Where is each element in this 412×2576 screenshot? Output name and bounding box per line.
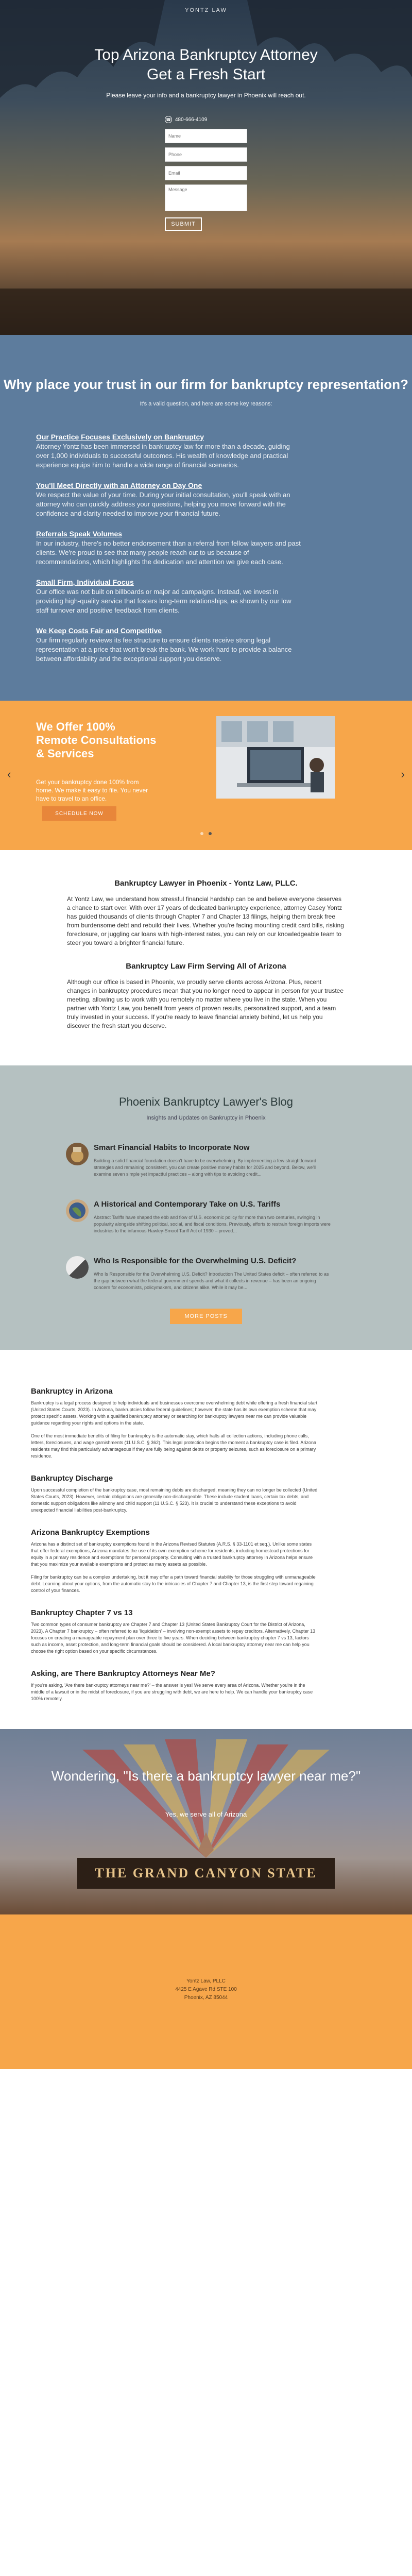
remote-work-photo: [216, 716, 335, 799]
article-heading: Arizona Bankruptcy Exemptions: [31, 1528, 150, 1537]
contact-form: [165, 129, 247, 231]
why-point-text: Our firm regularly reviews its fee structure to ensure clients receive strong legal representation at a price that won't break the bank. We work hard to provide a balance between affordability and the exceptional support you deserve.: [36, 636, 292, 663]
why-point: [36, 530, 304, 567]
article-paragraph: Filing for bankruptcy can be a complex undertaking, but it may offer a path toward financial stability for those struggling with unmanageable debt. Learning about your options, from the automatic stay to the intricacies of Chapter 7 and Chapter 13, is the first step toward regaining control of your finances.: [31, 1574, 316, 1593]
slider-prev-icon[interactable]: ‹: [7, 768, 11, 781]
hero-phone-number[interactable]: 480-666-4109: [175, 116, 208, 123]
about-title: Bankruptcy Law Firm Serving All of Arizona: [126, 962, 286, 971]
dollar-thumbnail[interactable]: [66, 1256, 89, 1279]
schedule-now-button[interactable]: SCHEDULE NOW: [42, 806, 116, 821]
article-paragraph: Two common types of consumer bankruptcy are Chapter 7 and Chapter 13 (United States Bankruptcy Court for the District of Arizona, 2023). A Chapter 7 bankruptcy – often referred to as 'liquidation' – involving non-exempt assets to repay creditors. Alternatively, Chapter 13 focuses on creating a manageable repayment plan over three to five years. When deciding between bankruptcy chapter 7 vs 13, factors such as income, asset protection, and long-term financial goals should be considered. A local bankruptcy attorney near me can help you choose the right option based on your specific circumstances.: [31, 1622, 316, 1654]
about-paragraph: At Yontz Law, we understand how stressful financial hardship can be and believe everyone deserves a chance to start over. With over 17 years of dedicated bankruptcy experience, attorney Casey Yontz has guided thousands of clients through Chapter 7 and Chapter 13 filings, helping them break free from burdensome debt and rebuild their lives. Whether you're facing mounting credit card bills, risking foreclosure, or juggling car loans with high-interest rates, you can rely on our knowledgeable team to steer you toward a brighter financial future.: [67, 895, 344, 946]
more-posts-button[interactable]: MORE POSTS: [170, 1309, 242, 1324]
article-heading: Bankruptcy in Arizona: [31, 1387, 113, 1396]
footer-firm-name: Yontz Law, PLLC: [186, 1978, 226, 1984]
blog-post-title[interactable]: Who Is Responsible for the Overwhelming U.S. Deficit?: [94, 1257, 297, 1265]
footer-city: Phoenix, AZ 85044: [184, 1995, 228, 2001]
why-point: [36, 433, 304, 470]
blog-title: Phoenix Bankruptcy Lawyer's Blog: [118, 1095, 294, 1108]
brand-logo[interactable]: YONTZ LAW: [185, 7, 227, 13]
email-field[interactable]: [165, 166, 247, 180]
why-point: [36, 578, 304, 615]
offer-text: Get your bankruptcy done 100% from home. We make it easy to file. You never have to travel to an office.: [36, 778, 148, 802]
why-points: [36, 433, 304, 664]
about-title: Bankruptcy Lawyer in Phoenix - Yontz Law, PLLC.: [114, 879, 298, 888]
hero-phone[interactable]: [165, 116, 207, 123]
blog-post[interactable]: [66, 1143, 334, 1178]
blog-section: [0, 1065, 412, 1350]
footer-address: 4425 E Agave Rd STE 100: [175, 1987, 237, 1992]
why-point-text: In our industry, there's no better endorsement than a referral from fellow lawyers and past clients. We're proud to see that many people reach out to us because of recommendations, which highlights the dedication and attention we give each case.: [36, 539, 301, 566]
article-heading: Bankruptcy Chapter 7 vs 13: [31, 1608, 133, 1617]
blog-post[interactable]: [66, 1256, 334, 1291]
cta-subtitle: Yes, we serve all of Arizona: [165, 1810, 247, 1818]
why-point-text: Attorney Yontz has been immersed in bankruptcy law for more than a decade, guiding over 1,000 individuals to successful outcomes. His wealth of knowledge and practical experience equips him to handle a wide range of financial scenarios.: [36, 443, 290, 469]
cta-title: Wondering, "Is there a bankruptcy lawyer near me?": [51, 1768, 361, 1784]
coin-jar-thumbnail[interactable]: [66, 1143, 89, 1165]
footer: [0, 1914, 412, 2069]
bankruptcy-article: [0, 1350, 412, 1729]
cta-banner: [0, 1729, 412, 1914]
hero-section: [0, 0, 412, 335]
slider-dot-active[interactable]: [209, 832, 212, 835]
blog-post-excerpt: Who Is Responsible for the Overwhelming U.S. Deficit? Introduction The United States deficit – often referred to as the gap between what the federal government spends and what it collects in revenue – has been an ongoing concern for economists, policymakers, and citizens alike. While it may be...: [94, 1272, 329, 1290]
blog-subtitle: Insights and Updates on Bankruptcy in Phoenix: [146, 1115, 266, 1121]
hero-subtitle: Please leave your info and a bankruptcy lawyer in Phoenix will reach out.: [106, 92, 306, 99]
about-section: [0, 850, 412, 1065]
phone-field[interactable]: [165, 147, 247, 162]
article-heading: Bankruptcy Discharge: [31, 1474, 113, 1483]
grand-canyon-sign: THE GRAND CANYON STATE: [77, 1858, 335, 1889]
why-point-title: Small Firm, Individual Focus: [36, 578, 134, 586]
globe-thumbnail[interactable]: [66, 1199, 89, 1222]
blog-post-title[interactable]: Smart Financial Habits to Incorporate Now: [94, 1143, 250, 1152]
phone-icon: ☎: [165, 116, 172, 123]
article-paragraph: Arizona has a distinct set of bankruptcy exemptions found in the Arizona Revised Statutes (A.R.S. § 33-1101 et seq.). Unlike some states that offer federal exemptions, Arizona mandates the use of its own exemption scheme for residents, including homestead protections for equity in a primary residence and exemptions for personal property. Consulting with a trusted bankruptcy attorney in Arizona helps ensure that you maximize your available exemptions and protect as many assets as possible.: [31, 1541, 313, 1567]
hero-title-line1: Top Arizona Bankruptcy Attorney: [94, 46, 318, 63]
slider-dot[interactable]: [200, 832, 203, 835]
why-point: [36, 481, 304, 518]
article-heading: Asking, are There Bankruptcy Attorneys Near Me?: [31, 1669, 215, 1678]
slider-next-icon[interactable]: ›: [401, 768, 405, 781]
why-lead: It's a valid question, and here are some key reasons:: [140, 401, 272, 407]
blog-post-excerpt: Abstract Tariffs have shaped the ebb and flow of U.S. economic policy for more than two centuries, swinging in popularity alongside shifting political, social, and fiscal conditions. Previously, efforts to restrain foreign imports were industries to the infamous Hawley-Smoot Tariff Act of 1930 – proved...: [94, 1215, 331, 1233]
article-paragraph: One of the most immediate benefits of filing for bankruptcy is the automatic stay, which halts all collection actions, including phone calls, letters, foreclosures, and wage garnishments (11 U.S.C. § 362). This legal protection begins the moment a bankruptcy case is filed. Arizona residents may find this particularly advantageous if they are fully being against debts or property seizures, such as foreclosure on a primary residence.: [31, 1433, 316, 1459]
hero-title-line2: Get a Fresh Start: [146, 66, 266, 83]
blog-post[interactable]: [66, 1199, 334, 1234]
why-title: Why place your trust in our firm for bankruptcy representation?: [4, 377, 408, 392]
about-paragraph: Although our office is based in Phoenix, we proudly serve clients across Arizona. Plus, recent changes in bankruptcy procedures mean that you no longer need to appear in person for your trustee meeting, allowing us to work with you remotely no matter where you live in the state. When you partner with Yontz Law, you benefit from years of proven results, personalized support, and a team truly invested in your success. If you're ready to leave financial anxiety behind, let us help you discover the fresh start you deserve.: [67, 978, 344, 1029]
why-point-title: We Keep Costs Fair and Competitive: [36, 626, 162, 635]
offer-title: We Offer 100% Remote Consultations & Services: [36, 720, 157, 760]
why-point-text: Our office was not built on billboards or major ad campaigns. Instead, we invest in providing high-quality service that fosters long-term relationships, as shown by our low staff turnover and positive feedback from clients.: [36, 588, 291, 614]
why-point: [36, 626, 304, 664]
name-field[interactable]: [165, 129, 247, 143]
remote-offer-slider: [0, 701, 412, 850]
article-paragraph: Upon successful completion of the bankruptcy case, most remaining debts are discharged, meaning they can no longer be collected (United States Courts, 2023). However, certain obligations are generally non-dischargeable. These include student loans, certain tax debts, and domestic support obligations like alimony and child support (11 U.S.C. § 523). It is crucial to understand these exceptions to avoid unexpected financial liabilities post-bankruptcy.: [31, 1487, 318, 1513]
blog-post-title[interactable]: A Historical and Contemporary Take on U.S. Tariffs: [94, 1200, 281, 1209]
laptop-photo-illustration: [216, 716, 335, 799]
hero-title: [0, 45, 412, 84]
message-field[interactable]: [165, 184, 247, 211]
article-paragraph: If you're asking, 'Are there bankruptcy attorneys near me?' – the answer is yes! We serve every area of Arizona. Whether you're in the middle of a lawsuit or in the midst of foreclosure, if you are struggling with debt, we are here to help. We can handle your bankruptcy case 100% remotely.: [31, 1683, 313, 1701]
why-point-text: We respect the value of your time. During your initial consultation, you'll speak with an attorney who can quickly address your questions, helping you move forward with the confidence and clarity needed to improve your financial future.: [36, 491, 290, 517]
why-point-title: You'll Meet Directly with an Attorney on Day One: [36, 481, 202, 489]
why-point-title: Referrals Speak Volumes: [36, 530, 123, 538]
submit-button[interactable]: SUBMIT: [165, 217, 202, 231]
why-point-title: Our Practice Focuses Exclusively on Bankruptcy: [36, 433, 204, 441]
why-section: [0, 335, 412, 701]
slider-dots: [0, 828, 412, 838]
blog-post-excerpt: Building a solid financial foundation doesn't have to be overwhelming. By implementing a few straightforward strategies and remaining consistent, you can create positive money habits for 2025 and beyond. Below, we'll examine seven simple yet impactful practices – along with tips to avoiding credit...: [94, 1158, 316, 1177]
article-paragraph: Bankruptcy is a legal process designed to help individuals and businesses overcome overwhelming debt while offering a fresh financial start (United States Courts, 2023). In Arizona, bankruptcies follow federal guidelines; however, the state has its own exemption scheme that may protect specific assets. Working with a qualified bankruptcy attorney or searching for bankruptcy lawyers near me can provide valuable guidance regarding your rights and options in the state.: [31, 1400, 318, 1426]
